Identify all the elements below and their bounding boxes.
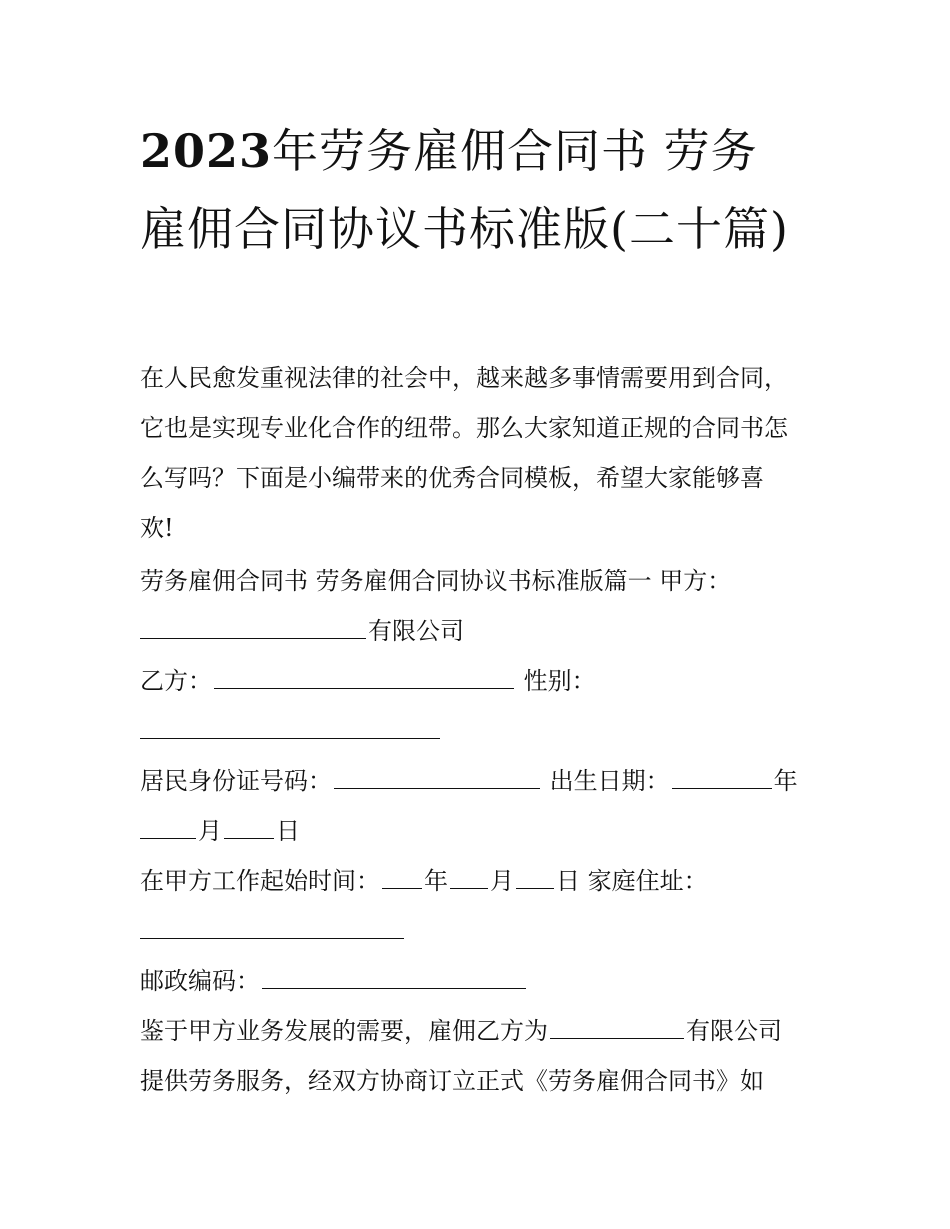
intro-line: 欢!: [140, 514, 174, 542]
contract-heading: 劳务雇佣合同书 劳务雇佣合同协议书标准版篇一 甲方：: [140, 567, 732, 595]
company-blank[interactable]: [550, 1010, 684, 1039]
clause-suffix: 有限公司: [686, 1017, 782, 1045]
start-day-blank[interactable]: [516, 860, 554, 889]
month-label: 月: [198, 817, 222, 845]
party-a-line: [140, 606, 820, 656]
id-label: 居民身份证号码：: [140, 767, 332, 795]
gender-label: 性别：: [523, 667, 596, 695]
birth-label: 出生日期：: [549, 767, 670, 795]
start-label: 在甲方工作起始时间：: [140, 867, 380, 895]
day-label: 日: [556, 867, 580, 895]
clause-line: [140, 1006, 820, 1056]
postal-blank[interactable]: [262, 960, 526, 989]
birth-month-blank[interactable]: [140, 810, 196, 839]
id-line: [140, 756, 820, 806]
address-line: [140, 906, 820, 956]
party-b-blank[interactable]: [214, 660, 514, 689]
party-a-blank[interactable]: [140, 610, 366, 639]
postal-label: 邮政编码：: [140, 967, 260, 995]
month-label: 月: [490, 867, 514, 895]
year-label: 年: [424, 867, 448, 895]
party-b-line: [140, 656, 820, 706]
year-label: 年: [773, 767, 798, 795]
clause-line: 提供劳务服务，经双方协商订立正式《劳务雇佣合同书》如: [140, 1067, 764, 1095]
gender-line: [140, 706, 820, 756]
start-month-blank[interactable]: [450, 860, 488, 889]
birth-year-blank[interactable]: [672, 760, 772, 789]
postal-line: [140, 956, 820, 1006]
contract-body: [140, 556, 820, 1106]
document-title: [140, 112, 800, 268]
title-year: 2023: [140, 124, 273, 178]
gender-blank[interactable]: [140, 710, 440, 739]
intro-line: 么写吗？下面是小编带来的优秀合同模板，希望大家能够喜: [140, 464, 764, 492]
intro-line: 在人民愈发重视法律的社会中，越来越多事情需要用到合同，: [140, 364, 788, 392]
clause-text: 鉴于甲方业务发展的需要，雇佣乙方为: [140, 1017, 548, 1045]
day-label: 日: [276, 817, 300, 845]
intro-paragraph: [140, 353, 820, 553]
start-year-blank[interactable]: [382, 860, 422, 889]
id-blank[interactable]: [334, 760, 540, 789]
title-text: 年劳务雇佣合同书 劳务雇佣合同协议书标准版(二十篇): [140, 124, 789, 256]
party-a-suffix: 有限公司: [368, 617, 464, 645]
intro-line: 它也是实现专业化合作的纽带。那么大家知道正规的合同书怎: [140, 414, 788, 442]
birth-date-line: [140, 806, 820, 856]
party-b-label: 乙方：: [140, 667, 212, 695]
start-date-line: [140, 856, 820, 906]
address-label: 家庭住址：: [587, 867, 708, 895]
address-blank[interactable]: [140, 910, 404, 939]
birth-day-blank[interactable]: [224, 810, 274, 839]
